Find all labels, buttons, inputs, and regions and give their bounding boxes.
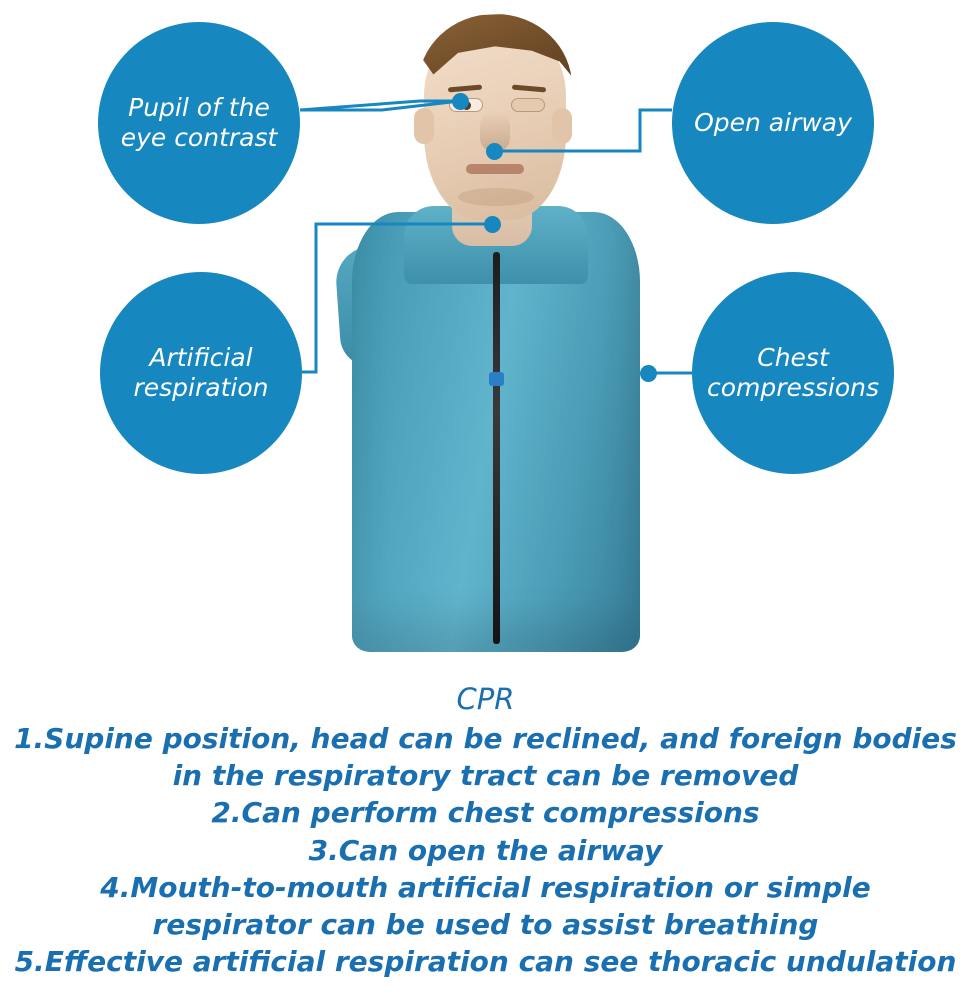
manikin-eye-right bbox=[511, 98, 545, 112]
manikin-ear-left bbox=[414, 108, 434, 144]
callout-pupil-of-the-eye-contrast bbox=[98, 22, 300, 224]
callout-pupil-line2: eye contrast bbox=[120, 123, 278, 152]
callout-chest-line1: Chest bbox=[757, 342, 829, 372]
caption-line-1: 1.Supine position, head can be reclined, and foreign bodies bbox=[14, 722, 957, 755]
caption-line-3: 2.Can perform chest compressions bbox=[211, 796, 760, 830]
callout-pupil-line1: Pupil of the bbox=[128, 92, 270, 122]
caption-line-2: in the respiratory tract can be removed bbox=[172, 759, 799, 793]
callout-chest-line2: compressions bbox=[706, 373, 880, 402]
manikin-mouth bbox=[466, 164, 524, 174]
callout-artificial-respiration bbox=[100, 272, 302, 474]
callout-anchor-mouth bbox=[486, 143, 503, 160]
manikin-ear-right bbox=[552, 108, 572, 144]
manikin-chin bbox=[458, 188, 534, 206]
caption-line-7: 5.Effective artificial respiration can see thoracic undulation bbox=[14, 945, 957, 979]
callout-open-airway bbox=[672, 22, 874, 224]
cpr-instructions-block bbox=[0, 668, 971, 1000]
vest-zipper bbox=[493, 252, 500, 644]
caption-title: CPR bbox=[456, 682, 515, 716]
caption-line-4: 3.Can open the airway bbox=[308, 833, 663, 867]
vest-zipper-pull bbox=[489, 372, 504, 386]
callout-anchor-eye bbox=[452, 93, 469, 110]
callout-chest-compressions bbox=[692, 272, 894, 474]
callout-artificial-line2: respiration bbox=[133, 373, 269, 402]
callout-anchor-neck bbox=[484, 216, 501, 233]
caption-line-5: 4.Mouth-to-mouth artificial respiration or simple bbox=[100, 870, 871, 904]
callout-anchor-chest bbox=[640, 365, 657, 382]
callout-airway-line1: Open airway bbox=[694, 107, 852, 137]
callout-artificial-line1: Artificial bbox=[149, 342, 253, 372]
caption-line-6: respirator can be used to assist breathing bbox=[152, 908, 819, 942]
